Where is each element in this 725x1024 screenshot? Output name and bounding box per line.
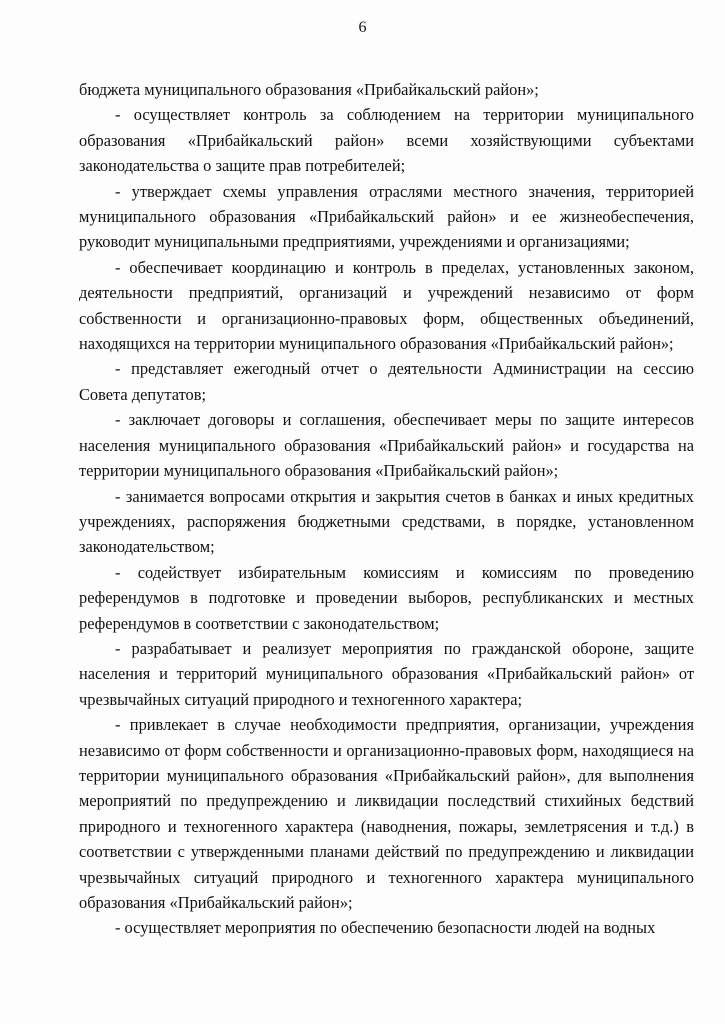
paragraph-emergency-response: - привлекает в случае необходимости предприятия, организации, учреждения независимо от форм собственности и организационно-правовых форм, находящиеся на территории муниципального образования «Прибайкальский район», для выполнения мероприятий по предупреждению и ликвидации последствий стихийных бедствий природного и техногенного характера (наводнения, пожары, землетрясения и т.д.) в соответствии с утвержденными планами действий по предупреждению и ликвидации чрезвычайных ситуаций природного и техногенного характера муниципального образования «Прибайкальский район»; xyxy=(79,715,694,912)
paragraph-consumer-protection: - осуществляет контроль за соблюдением на территории муниципального образования «Прибайкальский район» всеми хозяйствующими субъектами законодательства о защите прав потребителей; xyxy=(79,105,694,176)
paragraph-contracts: - заключает договоры и соглашения, обеспечивает меры по защите интересов населения муниципального образования «Прибайкальский район» и государства на территории муниципального образования «Прибайкальский район»; xyxy=(79,410,694,481)
page-number: 6 xyxy=(358,19,367,36)
paragraph-management-schemes: - утверждает схемы управления отраслями местного значения, территорией муниципального образования «Прибайкальский район» и ее жизнеобеспечения, руководит муниципальными предприятиями, учреждениями и организациями; xyxy=(79,181,694,252)
paragraph-elections: - содействует избирательным комиссиям и комиссиям по проведению референдумов в подготовке и проведении выборов, республиканских и местных референдумов в соответствии с законодательством; xyxy=(79,562,694,633)
paragraph-annual-report: - представляет ежегодный отчет о деятельности Администрации на сессию Совета депутатов; xyxy=(79,359,694,404)
paragraph-budget-continuation: бюджета муниципального образования «Прибайкальский район»; xyxy=(79,80,539,99)
paragraph-civil-defense: - разрабатывает и реализует мероприятия по гражданской обороне, защите населения и территорий муниципального образования «Прибайкальский район» от чрезвычайных ситуаций природного и техногенного характера; xyxy=(79,638,694,709)
paragraph-water-safety: - осуществляет мероприятия по обеспечению безопасности людей на водных xyxy=(115,918,656,938)
paragraph-coordination-control: - обеспечивает координацию и контроль в пределах, установленных законом, деятельности предприятий, организаций и учреждений независимо от форм собственности и организационно-правовых форм, общественных объединений, находящихся на территории муниципального образования «Прибайкальский район»; xyxy=(79,257,694,354)
document-body xyxy=(79,77,694,941)
paragraph-bank-accounts: - занимается вопросами открытия и закрытия счетов в банках и иных кредитных учреждениях, распоряжения бюджетными средствами, в порядке, установленном законодательством; xyxy=(79,486,694,557)
